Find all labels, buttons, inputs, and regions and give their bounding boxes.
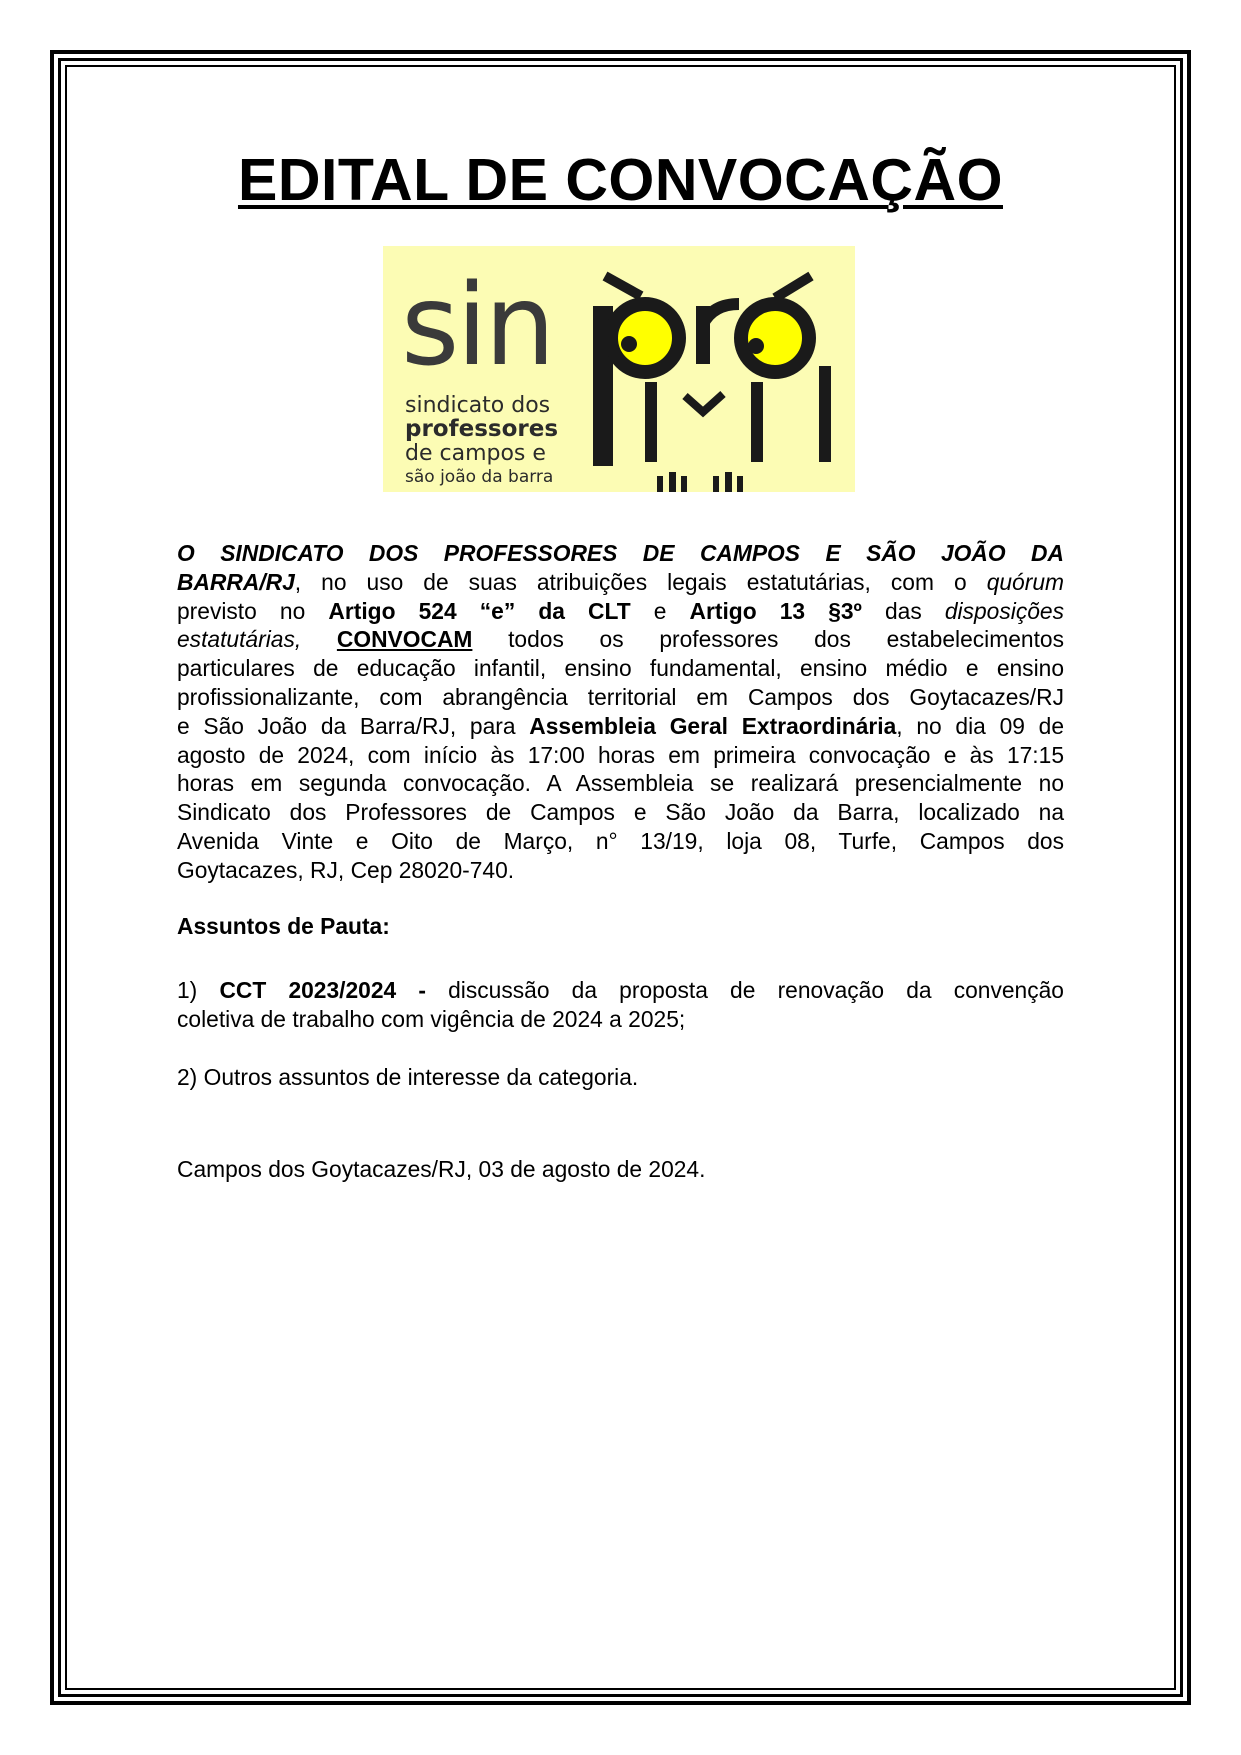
logo-owl-body-left — [645, 382, 657, 462]
sinpro-logo — [383, 246, 855, 492]
logo-wordmark-sin: sin — [401, 261, 553, 391]
paragraph-line: e São João da Barra/RJ, para Assembleia Geral Extraordinária, no dia 09 de — [177, 712, 1065, 739]
paragraph-line: Goytacazes, RJ, Cep 28020-740. — [177, 856, 515, 883]
logo-owl-right-eye — [741, 304, 809, 372]
agenda-item-1: 1) CCT 2023/2024 - discussão da proposta de renovação da convenção coletiva de trabalho com vigência de 2024 a 2025; — [177, 977, 1064, 1032]
logo-owl-right-leg — [819, 366, 831, 462]
paragraph-line: agosto de 2024, com início às 17:00 horas em primeira convocação e às 17:15 — [177, 741, 1064, 768]
paragraph-line: profissionalizante, com abrangência territorial em Campos dos Goytacazes/RJ — [177, 683, 1064, 710]
agenda-item-2: 2) Outros assuntos de interesse da categoria. — [177, 1064, 639, 1090]
paragraph-line: previsto no Artigo 524 “e” da CLT e Artigo 13 §3º das disposições — [177, 597, 1064, 624]
paragraph-line: BARRA/RJ, no uso de suas atribuições legais estatutárias, com o quórum — [177, 568, 1064, 595]
convocation-paragraph — [177, 539, 1064, 885]
paragraph-line: Avenida Vinte e Oito de Março, n° 13/19, loja 08, Turfe, Campos dos — [177, 827, 1064, 854]
agenda-heading: Assuntos de Pauta: — [177, 913, 390, 939]
logo-owl-left-pupil — [621, 336, 637, 352]
paragraph-line: particulares de educação infantil, ensino fundamental, ensino médio e ensino — [177, 655, 1064, 682]
place-and-date: Campos dos Goytacazes/RJ, 03 de agosto de 2024. — [177, 1156, 706, 1182]
document-title: EDITAL DE CONVOCAÇÃO — [237, 147, 1003, 213]
logo-owl-right-pupil — [748, 338, 764, 354]
paragraph-line: horas em segunda convocação. A Assembleia se realizará presencialmente no — [177, 770, 1064, 797]
logo-text-line1: sindicato dos — [405, 393, 551, 418]
paragraph-line: Sindicato dos Professores de Campos e São João da Barra, localizado na — [177, 799, 1064, 826]
logo-owl-left-eye — [611, 304, 679, 372]
logo-text-line4: são joão da barra — [405, 467, 554, 487]
logo-owl-body-right — [751, 382, 763, 462]
logo-text-line2: professores — [405, 416, 559, 442]
paragraph-line: estatutárias, CONVOCAM todos os professores dos estabelecimentos — [177, 626, 1064, 653]
paragraph-line: O SINDICATO DOS PROFESSORES DE CAMPOS E SÃO JOÃO DA — [177, 540, 1064, 566]
logo-text-line3: de campos e — [405, 441, 546, 466]
